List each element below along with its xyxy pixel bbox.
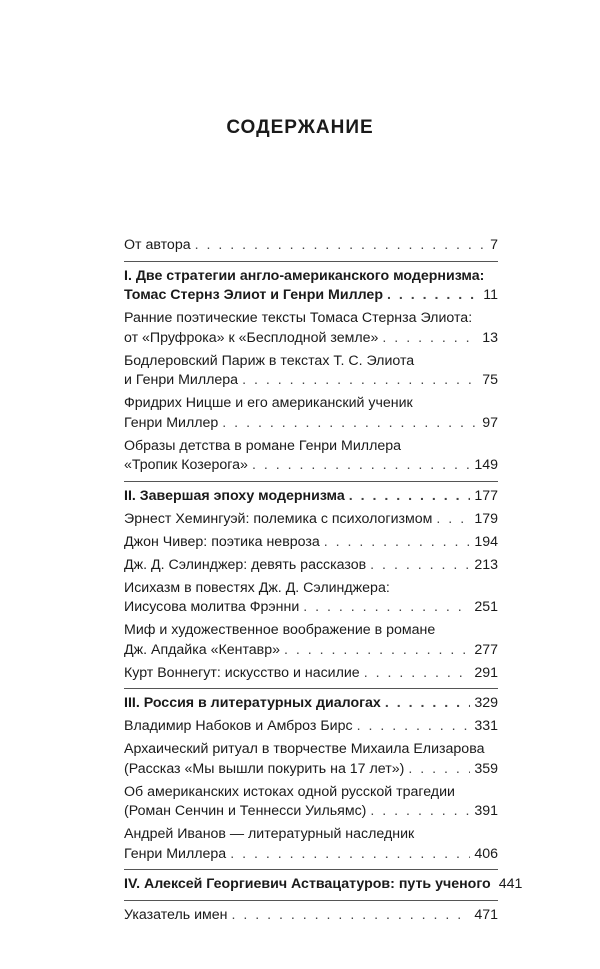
toc-page-number: 13 <box>482 329 498 346</box>
toc-entry-title-line: Эрнест Хемингуэй: полемика с психологизмом <box>124 510 433 527</box>
toc-entry <box>124 437 498 476</box>
section-divider <box>124 900 498 901</box>
toc-entry <box>124 825 498 864</box>
toc-entry-title-line: Образы детства в романе Генри Миллера <box>124 437 402 454</box>
toc-entry-title-line: Томас Стернз Элиот и Генри Миллер <box>124 287 383 303</box>
toc-entry-title-line: (Рассказ «Мы вышли покурить на 17 лет») <box>124 760 405 777</box>
dot-leader <box>195 236 487 256</box>
dot-leader <box>436 510 470 530</box>
toc-page-number: 75 <box>482 372 498 388</box>
toc-section-heading <box>124 875 523 895</box>
toc-entry-title-line: Дж. Апдайка «Кентавр» <box>124 641 281 658</box>
toc-entry-title-line: (Роман Сенчин и Теннесси Уильямс) <box>124 803 367 819</box>
toc-page-number: 391 <box>474 803 498 819</box>
dot-leader <box>408 760 470 780</box>
toc-entry-title-line: Генри Миллер <box>124 414 219 431</box>
toc-entry-last-line <box>124 694 498 714</box>
toc-entry-title-line: Бодлеровский Париж в текстах Т. С. Элиота <box>124 352 415 369</box>
toc-page-number: 359 <box>474 760 498 777</box>
toc-entry-title-line: и Генри Миллера <box>124 372 239 388</box>
toc-section-heading <box>124 487 498 507</box>
toc-entry-last-line <box>124 533 498 553</box>
toc-page-number: 471 <box>474 906 498 923</box>
toc-entry-title-line: Фридрих Ницше и его американский ученик <box>124 395 413 411</box>
dot-leader <box>385 694 471 714</box>
toc-entry <box>124 352 498 391</box>
toc-entry-title-line: Архаический ритуал в творчестве Михаила Елизарова <box>124 741 485 757</box>
toc-page-number: 149 <box>474 457 498 473</box>
toc-entry <box>124 740 498 779</box>
toc-entry-last-line <box>124 487 498 507</box>
toc-entry <box>124 394 498 433</box>
toc-entry-title-line: Курт Воннегут: искусство и насилие <box>124 664 360 681</box>
toc-entry-last-line <box>124 802 498 822</box>
dot-leader <box>222 414 478 434</box>
toc-page-number: 441 <box>498 876 523 892</box>
toc-entry-title-line: Об американских истоках одной русской трагедии <box>124 783 455 800</box>
toc-entry-title-line: III. Россия в литературных диалогах <box>124 695 381 711</box>
toc-entry-title-line: II. Завершая эпоху модернизма <box>124 487 345 504</box>
toc-entry <box>124 533 498 553</box>
dot-leader <box>370 556 470 576</box>
dot-leader <box>382 329 478 349</box>
toc-entry-last-line <box>124 556 498 576</box>
toc-entry-last-line <box>124 664 498 684</box>
section-divider <box>124 481 498 482</box>
toc-page-number: 331 <box>474 718 498 734</box>
toc-entry-title-line: Ранние поэтические тексты Томаса Стернза Элиота: <box>124 310 473 326</box>
toc-entry-title-line: IV. Алексей Георгиевич Аствацатуров: путь ученого <box>124 876 491 892</box>
toc-page-number: 213 <box>474 556 498 573</box>
toc-entry <box>124 783 498 822</box>
toc-entry-last-line <box>124 717 498 737</box>
toc-entry-last-line <box>124 598 498 618</box>
toc-entry-last-line <box>124 875 523 895</box>
dot-leader <box>364 664 471 684</box>
toc-page-number: 251 <box>474 599 498 615</box>
toc-entry-last-line <box>124 236 498 256</box>
dot-leader <box>387 286 479 306</box>
toc-page-number: 179 <box>474 510 498 527</box>
toc-entry-last-line <box>124 510 498 530</box>
toc-page-number: 11 <box>483 287 498 303</box>
section-divider <box>124 869 498 870</box>
toc-entry-title-line: Джон Чивер: поэтика невроза <box>124 533 320 550</box>
dot-leader <box>252 456 470 476</box>
toc-entry-last-line <box>124 414 498 434</box>
dot-leader <box>370 802 470 822</box>
dot-leader <box>230 845 470 865</box>
toc-entry <box>124 906 498 926</box>
toc-entry-title-line: «Тропик Козерога» <box>124 457 248 473</box>
toc-entry-title-line: Указатель имен <box>124 906 228 923</box>
toc-entry-title-line: Андрей Иванов — литературный наследник <box>124 826 415 842</box>
toc-entry-last-line <box>124 906 498 926</box>
toc-entry-last-line <box>124 456 498 476</box>
toc-entry-title-line: Миф и художественное воображение в романе <box>124 622 436 638</box>
toc-entry-title-line: Генри Миллера <box>124 845 227 862</box>
toc-section-heading <box>124 267 498 306</box>
toc-entry-title-line: Иисусова молитва Фрэнни <box>124 599 300 615</box>
dot-leader <box>303 598 470 618</box>
toc-entry-last-line <box>124 760 498 780</box>
toc-entry <box>124 556 498 576</box>
section-divider <box>124 261 498 262</box>
dot-leader <box>284 641 470 661</box>
toc-entry-last-line <box>124 845 498 865</box>
toc-entry-title-line: Владимир Набоков и Амброз Бирс <box>124 718 353 734</box>
toc-page-number: 277 <box>474 641 498 658</box>
toc-page-number: 97 <box>482 414 498 431</box>
dot-leader <box>349 487 471 507</box>
toc-page-number: 7 <box>490 237 498 253</box>
toc-entry <box>124 579 498 618</box>
toc-entry-title-line: От автора <box>124 237 191 253</box>
toc-entry-last-line <box>124 329 498 349</box>
dot-leader <box>242 371 478 391</box>
toc-page-number: 291 <box>474 664 498 681</box>
toc-entry <box>124 621 498 660</box>
toc-section-heading <box>124 694 498 714</box>
toc-entry-last-line <box>124 641 498 661</box>
toc-entry-title-line: I. Две стратегии англо-американского модернизма: <box>124 267 485 284</box>
toc-page-number: 177 <box>474 487 498 504</box>
toc-entry <box>124 717 498 737</box>
toc-page-number: 194 <box>474 533 498 550</box>
section-divider <box>124 688 498 689</box>
toc-entry-last-line <box>124 286 498 306</box>
toc-entry <box>124 236 498 256</box>
toc-entry-last-line <box>124 371 498 391</box>
toc-page-number: 329 <box>474 695 498 711</box>
toc-entry <box>124 664 498 684</box>
page-title: СОДЕРЖАНИЕ <box>226 117 374 138</box>
dot-leader <box>324 533 471 553</box>
toc-entry-title-line: Исихазм в повестях Дж. Д. Сэлинджера: <box>124 579 390 596</box>
toc-entry-title-line: Дж. Д. Сэлинджер: девять рассказов <box>124 556 367 573</box>
toc-entry <box>124 309 498 348</box>
toc-entry-title-line: от «Пруфрока» к «Бесплодной земле» <box>124 329 379 346</box>
toc-entry <box>124 510 498 530</box>
dot-leader <box>357 717 471 737</box>
table-of-contents <box>124 236 523 929</box>
dot-leader <box>231 906 470 926</box>
toc-page-number: 406 <box>474 845 498 862</box>
